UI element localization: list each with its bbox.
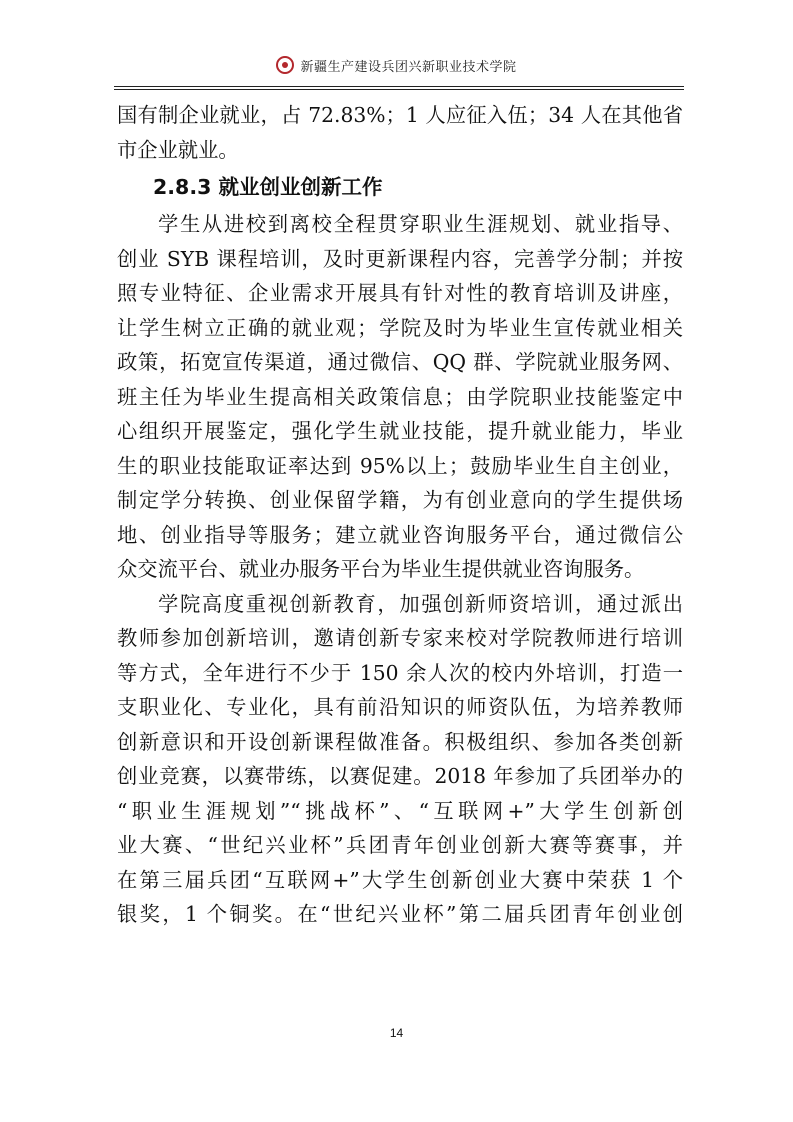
- text-line: 等方式，全年进行不少于 150 余人次的校内外培训，打造一: [117, 660, 683, 685]
- text-line: 心组织开展鉴定，强化学生就业技能，提升就业能力，毕业: [117, 419, 683, 443]
- text-line: 学院高度重视创新教育，加强创新师资培训，通过派出: [158, 591, 683, 616]
- page-body: [117, 98, 683, 932]
- text-line: 国有制企业就业，占 72.83%；1 人应征入伍；34 人在其他省: [117, 103, 683, 127]
- text-line: 创新意识和开设创新课程做准备。积极组织、参加各类创新: [117, 729, 683, 754]
- text-line: 业大赛、“世纪兴业杯”兵团青年创业创新大赛等赛事，并: [117, 833, 683, 857]
- text-line: 学生从进校到离校全程贯穿职业生涯规划、就业指导、: [158, 212, 683, 236]
- text-line: 支职业化、专业化，具有前沿知识的师资队伍，为培养教师: [117, 695, 683, 719]
- college-logo-icon: [276, 56, 294, 74]
- text-line: 银奖，1 个铜奖。在“世纪兴业杯”第二届兵团青年创业创: [117, 902, 683, 926]
- text-line: “职业生涯规划”“挑战杯”、“互联网+”大学生创新创: [117, 798, 683, 823]
- text-line: 教师参加创新培训，邀请创新专家来校对学院教师进行培训: [117, 626, 683, 650]
- text-line: 创业竞赛，以赛带练，以赛促建。2018 年参加了兵团举办的: [117, 764, 683, 788]
- text-line: 照专业特征、企业需求开展具有针对性的教育培训及讲座，: [117, 281, 683, 305]
- header-rule-thin: [114, 89, 684, 90]
- text-line: 众交流平台、就业办服务平台为毕业生提供就业咨询服务。: [117, 557, 645, 581]
- text-line: 制定学分转换、创业保留学籍，为有创业意向的学生提供场: [117, 488, 683, 512]
- header-rule: [114, 86, 684, 87]
- text-line: 地、创业指导等服务；建立就业咨询服务平台，通过微信公: [117, 522, 683, 547]
- section-heading: 2.8.3 就业创业创新工作: [153, 175, 383, 199]
- text-line: 生的职业技能取证率达到 95%以上；鼓励毕业生自主创业，: [117, 453, 683, 478]
- page-header: [0, 50, 793, 80]
- header-title: 新疆生产建设兵团兴新职业技术学院: [300, 59, 517, 75]
- text-line: 政策，拓宽宣传渠道，通过微信、QQ 群、学院就业服务网、: [117, 350, 683, 374]
- text-line: 市企业就业。: [117, 137, 239, 162]
- text-line: 创业 SYB 课程培训，及时更新课程内容，完善学分制；并按: [117, 246, 683, 271]
- text-line: 在第三届兵团“互联网+”大学生创新创业大赛中荣获 1 个: [117, 867, 683, 892]
- page-number: 14: [389, 1026, 404, 1040]
- text-line: 班主任为毕业生提高相关政策信息；由学院职业技能鉴定中: [117, 384, 683, 409]
- text-line: 让学生树立正确的就业观；学院及时为毕业生宣传就业相关: [117, 315, 683, 340]
